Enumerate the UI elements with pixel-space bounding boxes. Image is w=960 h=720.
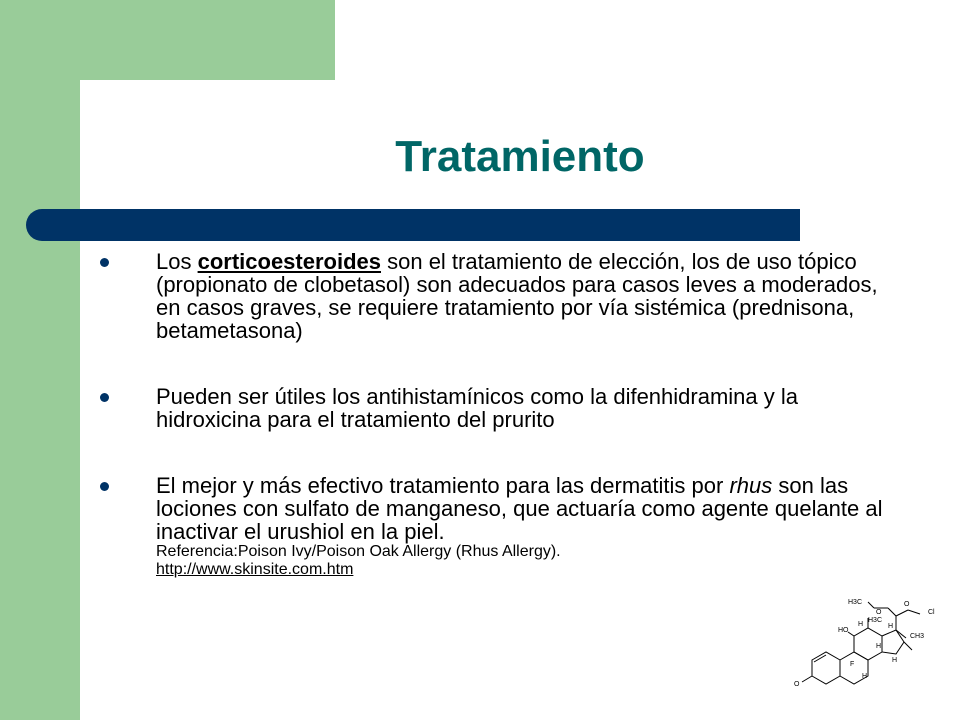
bullet-item-antihistamines [98, 385, 908, 431]
bullet-dot-icon [100, 258, 109, 267]
molecule-label: Cl [928, 609, 935, 616]
slide-title: Tratamiento [395, 132, 645, 181]
molecule-label: H [892, 657, 898, 664]
left-green-band [0, 0, 80, 720]
bullet-text: Pueden ser útiles los antihistamínicos como la difenhidramina y la hidroxicina para el tratamiento del prurito [156, 384, 798, 432]
reference-text: Referencia:Poison Ivy/Poison Oak Allergy (Rhus Allergy). [156, 543, 561, 560]
molecule-label: H [858, 621, 864, 628]
reference-link[interactable]: http://www.skinsite.com.htm [156, 561, 354, 578]
bullet-list [98, 250, 908, 579]
molecule-label: CH3 [910, 633, 925, 640]
molecule-label: H3C [848, 599, 863, 606]
molecule-label: H3C [868, 617, 883, 624]
bullet-item-manganese [98, 474, 908, 579]
molecule-label: F [850, 661, 855, 668]
steroid-structure-icon [792, 592, 952, 712]
rounded-corner [80, 80, 140, 140]
molecule-label: O [794, 681, 800, 688]
bullet-text: son las lociones con sulfato de manganeso, que actuaría como agente quelante al inactivar el urushiol en la piel. [156, 473, 883, 544]
bullet-text: El mejor y más efectivo tratamiento para las dermatitis por [156, 473, 730, 498]
molecule-label: H [876, 643, 882, 650]
bullet-text: son el tratamiento de elección, los de uso tópico (propionato de clobetasol) son adecuados para casos leves a moderados, en casos graves, se requiere tratamiento por vía sistémica (prednisona, betametasona) [156, 249, 878, 343]
molecule-label: H [888, 623, 894, 630]
molecule-label: O [904, 601, 910, 608]
italic-rhus: rhus [729, 473, 773, 498]
title-underline-bar [26, 209, 800, 241]
bullet-text: Los [156, 249, 198, 274]
bullet-item-corticosteroids [98, 250, 908, 342]
bullet-dot-icon [100, 393, 109, 402]
keyword-corticoesteroides: corticoesteroides [197, 249, 381, 274]
molecule-label: HO [838, 627, 849, 634]
bullet-dot-icon [100, 482, 109, 491]
molecule-label: H [862, 673, 868, 680]
top-green-band [0, 0, 335, 80]
molecule-label: O [876, 609, 882, 616]
